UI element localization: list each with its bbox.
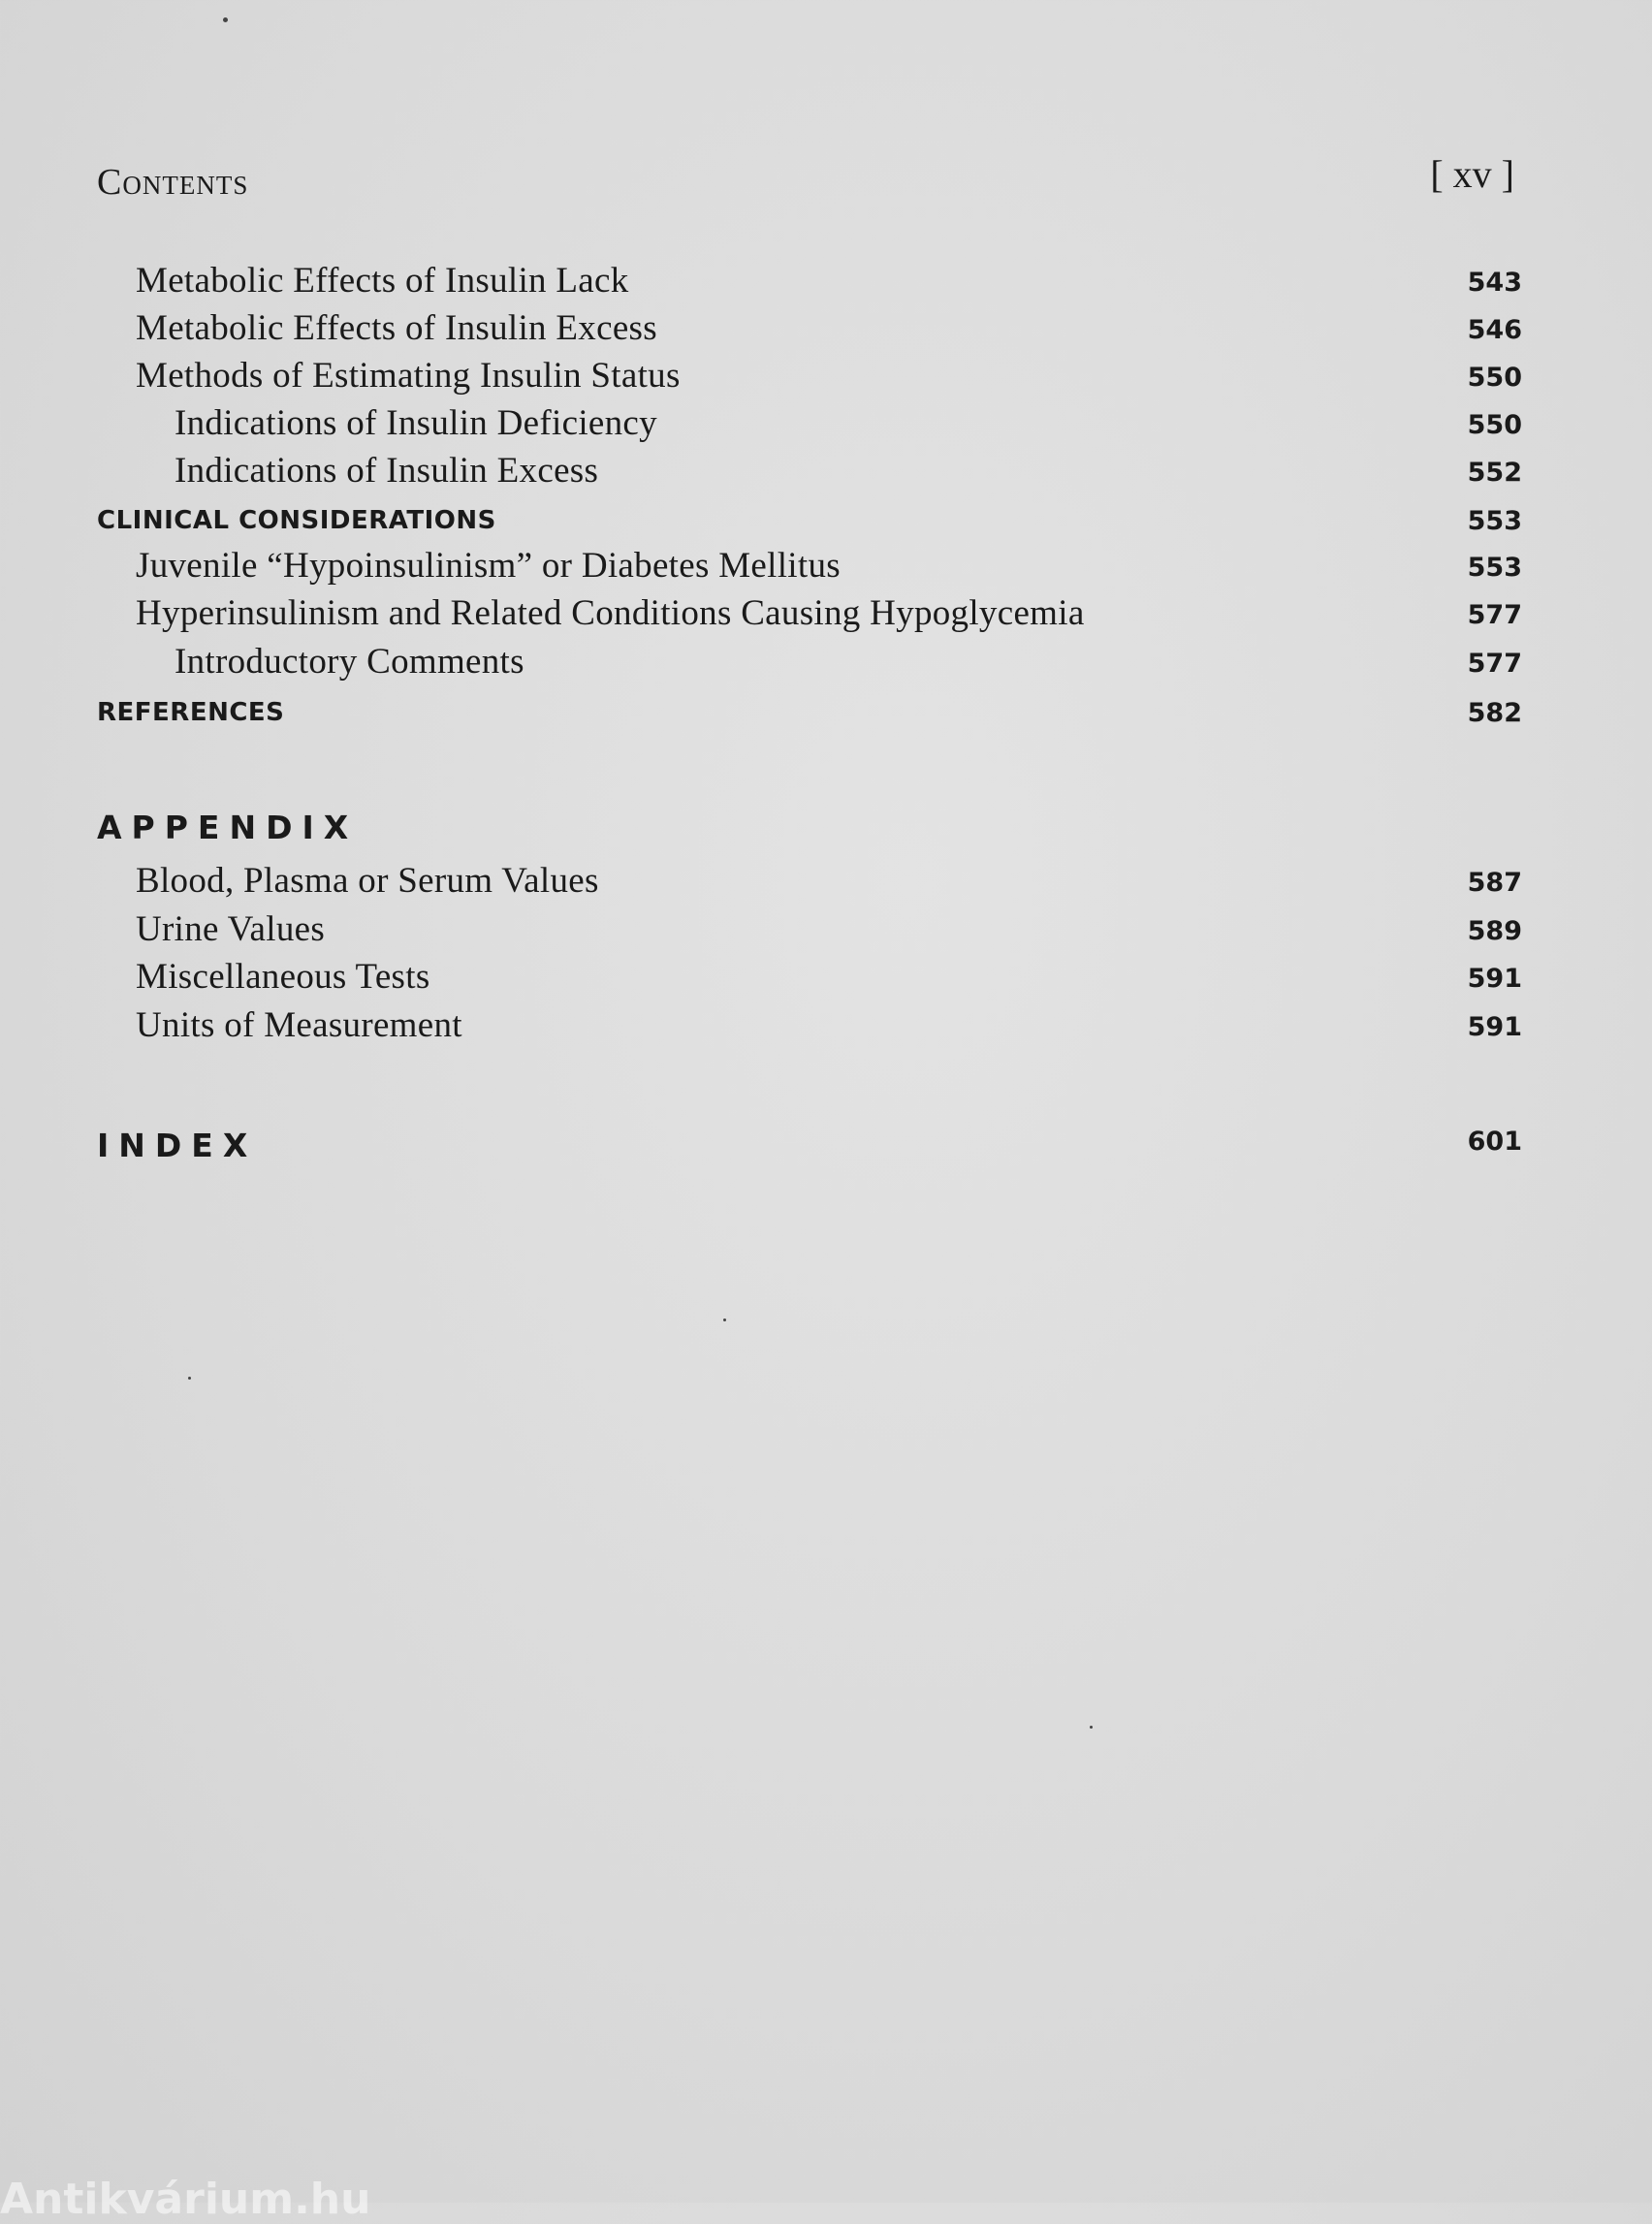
toc-entry-page: 546 — [1467, 315, 1522, 345]
toc-entry-page: 591 — [1467, 1012, 1522, 1042]
toc-entry — [0, 860, 1652, 908]
appendix-title: APPENDIX — [97, 809, 359, 846]
toc-entry-title: Juvenile “Hypoinsulinism” or Diabetes Mellitus — [136, 546, 841, 586]
toc-entry-title: Metabolic Effects of Insulin Excess — [136, 308, 657, 348]
ink-speck — [1090, 1726, 1093, 1729]
toc-entry-page: 577 — [1467, 649, 1522, 679]
ink-speck — [188, 1377, 191, 1380]
toc-entry-title: Hyperinsulinism and Related Conditions Causing Hypoglycemia — [136, 593, 1085, 633]
toc-entry-page: 550 — [1467, 363, 1522, 393]
toc-entry — [0, 908, 1652, 957]
toc-entry-page: 587 — [1467, 868, 1522, 898]
toc-entry — [0, 545, 1652, 593]
toc-entry-title: Indications of Insulin Excess — [175, 451, 599, 491]
toc-entry — [0, 402, 1652, 451]
toc-entry-title: Methods of Estimating Insulin Status — [136, 356, 681, 396]
toc-section-title: REFERENCES — [97, 698, 285, 727]
toc-entry-title: Units of Measurement — [136, 1005, 462, 1045]
toc-entry — [0, 1004, 1652, 1053]
toc-entry — [0, 307, 1652, 356]
toc-entry — [0, 355, 1652, 403]
index-title: INDEX — [97, 1127, 258, 1164]
toc-entry-title: Indications of Insulin Deficiency — [175, 403, 657, 443]
toc-entry-page: 543 — [1467, 268, 1522, 298]
appendix-heading-row — [0, 809, 1652, 857]
running-head-page-number: [ xv ] — [1430, 152, 1514, 196]
toc-entry-page: 577 — [1467, 600, 1522, 630]
toc-entry-page: 552 — [1467, 458, 1522, 488]
index-row — [0, 1127, 1652, 1175]
watermark-text: Antikvárium.hu — [0, 2175, 371, 2224]
toc-entry — [0, 641, 1652, 689]
toc-entry-title: Urine Values — [136, 909, 326, 949]
toc-entry-page: 553 — [1467, 553, 1522, 583]
toc-section — [0, 698, 1652, 747]
toc-entry — [0, 592, 1652, 641]
index-page: 601 — [1467, 1127, 1522, 1157]
toc-entry — [0, 956, 1652, 1004]
toc-entry-page: 591 — [1467, 964, 1522, 994]
toc-entry-title: Blood, Plasma or Serum Values — [136, 861, 599, 901]
toc-entry-page: 553 — [1467, 506, 1522, 536]
ink-speck — [723, 1319, 726, 1321]
toc-entry — [0, 450, 1652, 498]
toc-section-title: CLINICAL CONSIDERATIONS — [97, 506, 496, 535]
toc-entry-title: Miscellaneous Tests — [136, 957, 430, 997]
toc-entry-title: Introductory Comments — [175, 642, 524, 682]
toc-entry-title: Metabolic Effects of Insulin Lack — [136, 261, 629, 301]
toc-entry-page: 550 — [1467, 410, 1522, 440]
running-head-title: Contents — [97, 162, 249, 203]
toc-entry-page: 589 — [1467, 916, 1522, 946]
ink-speck — [223, 17, 228, 22]
toc-entry-page: 582 — [1467, 698, 1522, 728]
toc-entry — [0, 260, 1652, 308]
